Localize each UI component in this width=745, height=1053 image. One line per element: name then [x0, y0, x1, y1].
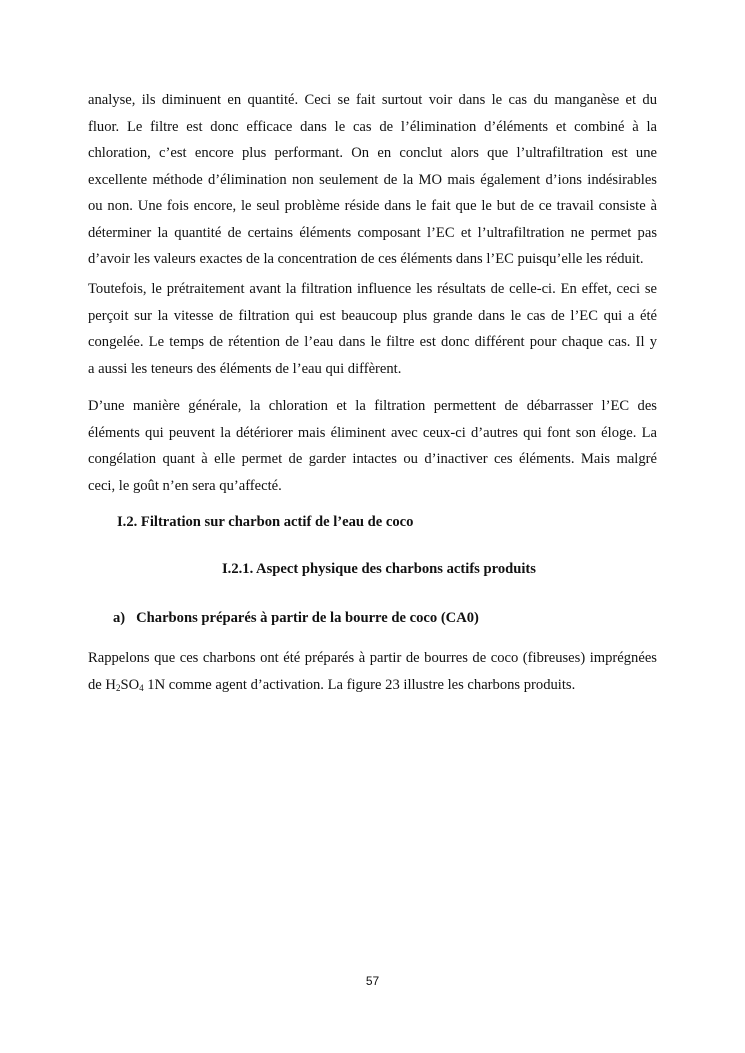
text: de H: [88, 677, 116, 693]
paragraph-line: analyse, ils diminuent en quantité. Ceci se fait surtout voir dans le cas du manganèse et du: [88, 92, 657, 108]
paragraph-line: congelée. Le temps de rétention de l’eau dans le filtre est donc différent pour chaque cas. Il y: [88, 334, 657, 350]
subscript: 2: [115, 683, 121, 693]
item-heading: [113, 609, 479, 627]
subsection-heading: I.2.1. Aspect physique des charbons actifs produits: [222, 561, 536, 577]
paragraph-line: déterminer la quantité de certains éléments composant l’EC et l’ultrafiltration ne permet pas: [88, 224, 657, 241]
subscript: 4: [139, 683, 144, 693]
paragraph-line: a aussi les teneurs des éléments de l’eau qui diffèrent.: [88, 360, 402, 377]
paragraph-line: fluor. Le filtre est donc efficace dans le cas de l’élimination d’éléments et combiné à la: [88, 118, 657, 135]
text: SO: [120, 677, 140, 693]
paragraph-line: Toutefois, le prétraitement avant la filtration influence les résultats de celle-ci. En effet, ceci se: [88, 281, 657, 297]
item-title: Charbons préparés à partir de la bourre de coco (CA0): [136, 610, 479, 626]
paragraph-line: congélation quant à elle permet de garder intactes ou d’inactiver ces éléments. Mais malgré: [88, 451, 657, 467]
paragraph-line: D’une manière générale, la chloration et la filtration permettent de débarrasser l’EC des: [88, 398, 657, 414]
text: 1N comme agent d’activation. La figure 23 illustre les charbons produits.: [143, 677, 576, 693]
item-marker: a): [113, 610, 126, 626]
paragraph-line: d’avoir les valeurs exactes de la concentration de ces éléments dans l’EC puisqu’elle les réduit.: [88, 251, 644, 267]
paragraph-line: éléments qui peuvent la détériorer mais éliminent avec ceux-ci d’autres qui font son éloge. La: [88, 424, 657, 441]
paragraph-line: excellente méthode d’élimination non seulement de la MO mais également d’ions indésirables: [88, 171, 657, 188]
final-paragraph-line: [88, 676, 657, 694]
page-number: 57: [365, 974, 380, 988]
paragraph-line: perçoit sur la vitesse de filtration qui est beaucoup plus grande dans le cas de l’EC qui a été: [88, 307, 657, 324]
final-paragraph-line: Rappelons que ces charbons ont été préparés à partir de bourres de coco (fibreuses) imprégnées: [88, 650, 657, 666]
section-heading: I.2. Filtration sur charbon actif de l’eau de coco: [117, 514, 414, 530]
paragraph-line: ou non. Une fois encore, le seul problème réside dans le fait que le but de ce travail consiste à: [88, 198, 657, 214]
paragraph-line: ceci, le goût n’en sera qu’affecté.: [88, 477, 282, 494]
paragraph-line: chloration, c’est encore plus performant. On en conclut alors que l’ultrafiltration est une: [88, 145, 657, 161]
